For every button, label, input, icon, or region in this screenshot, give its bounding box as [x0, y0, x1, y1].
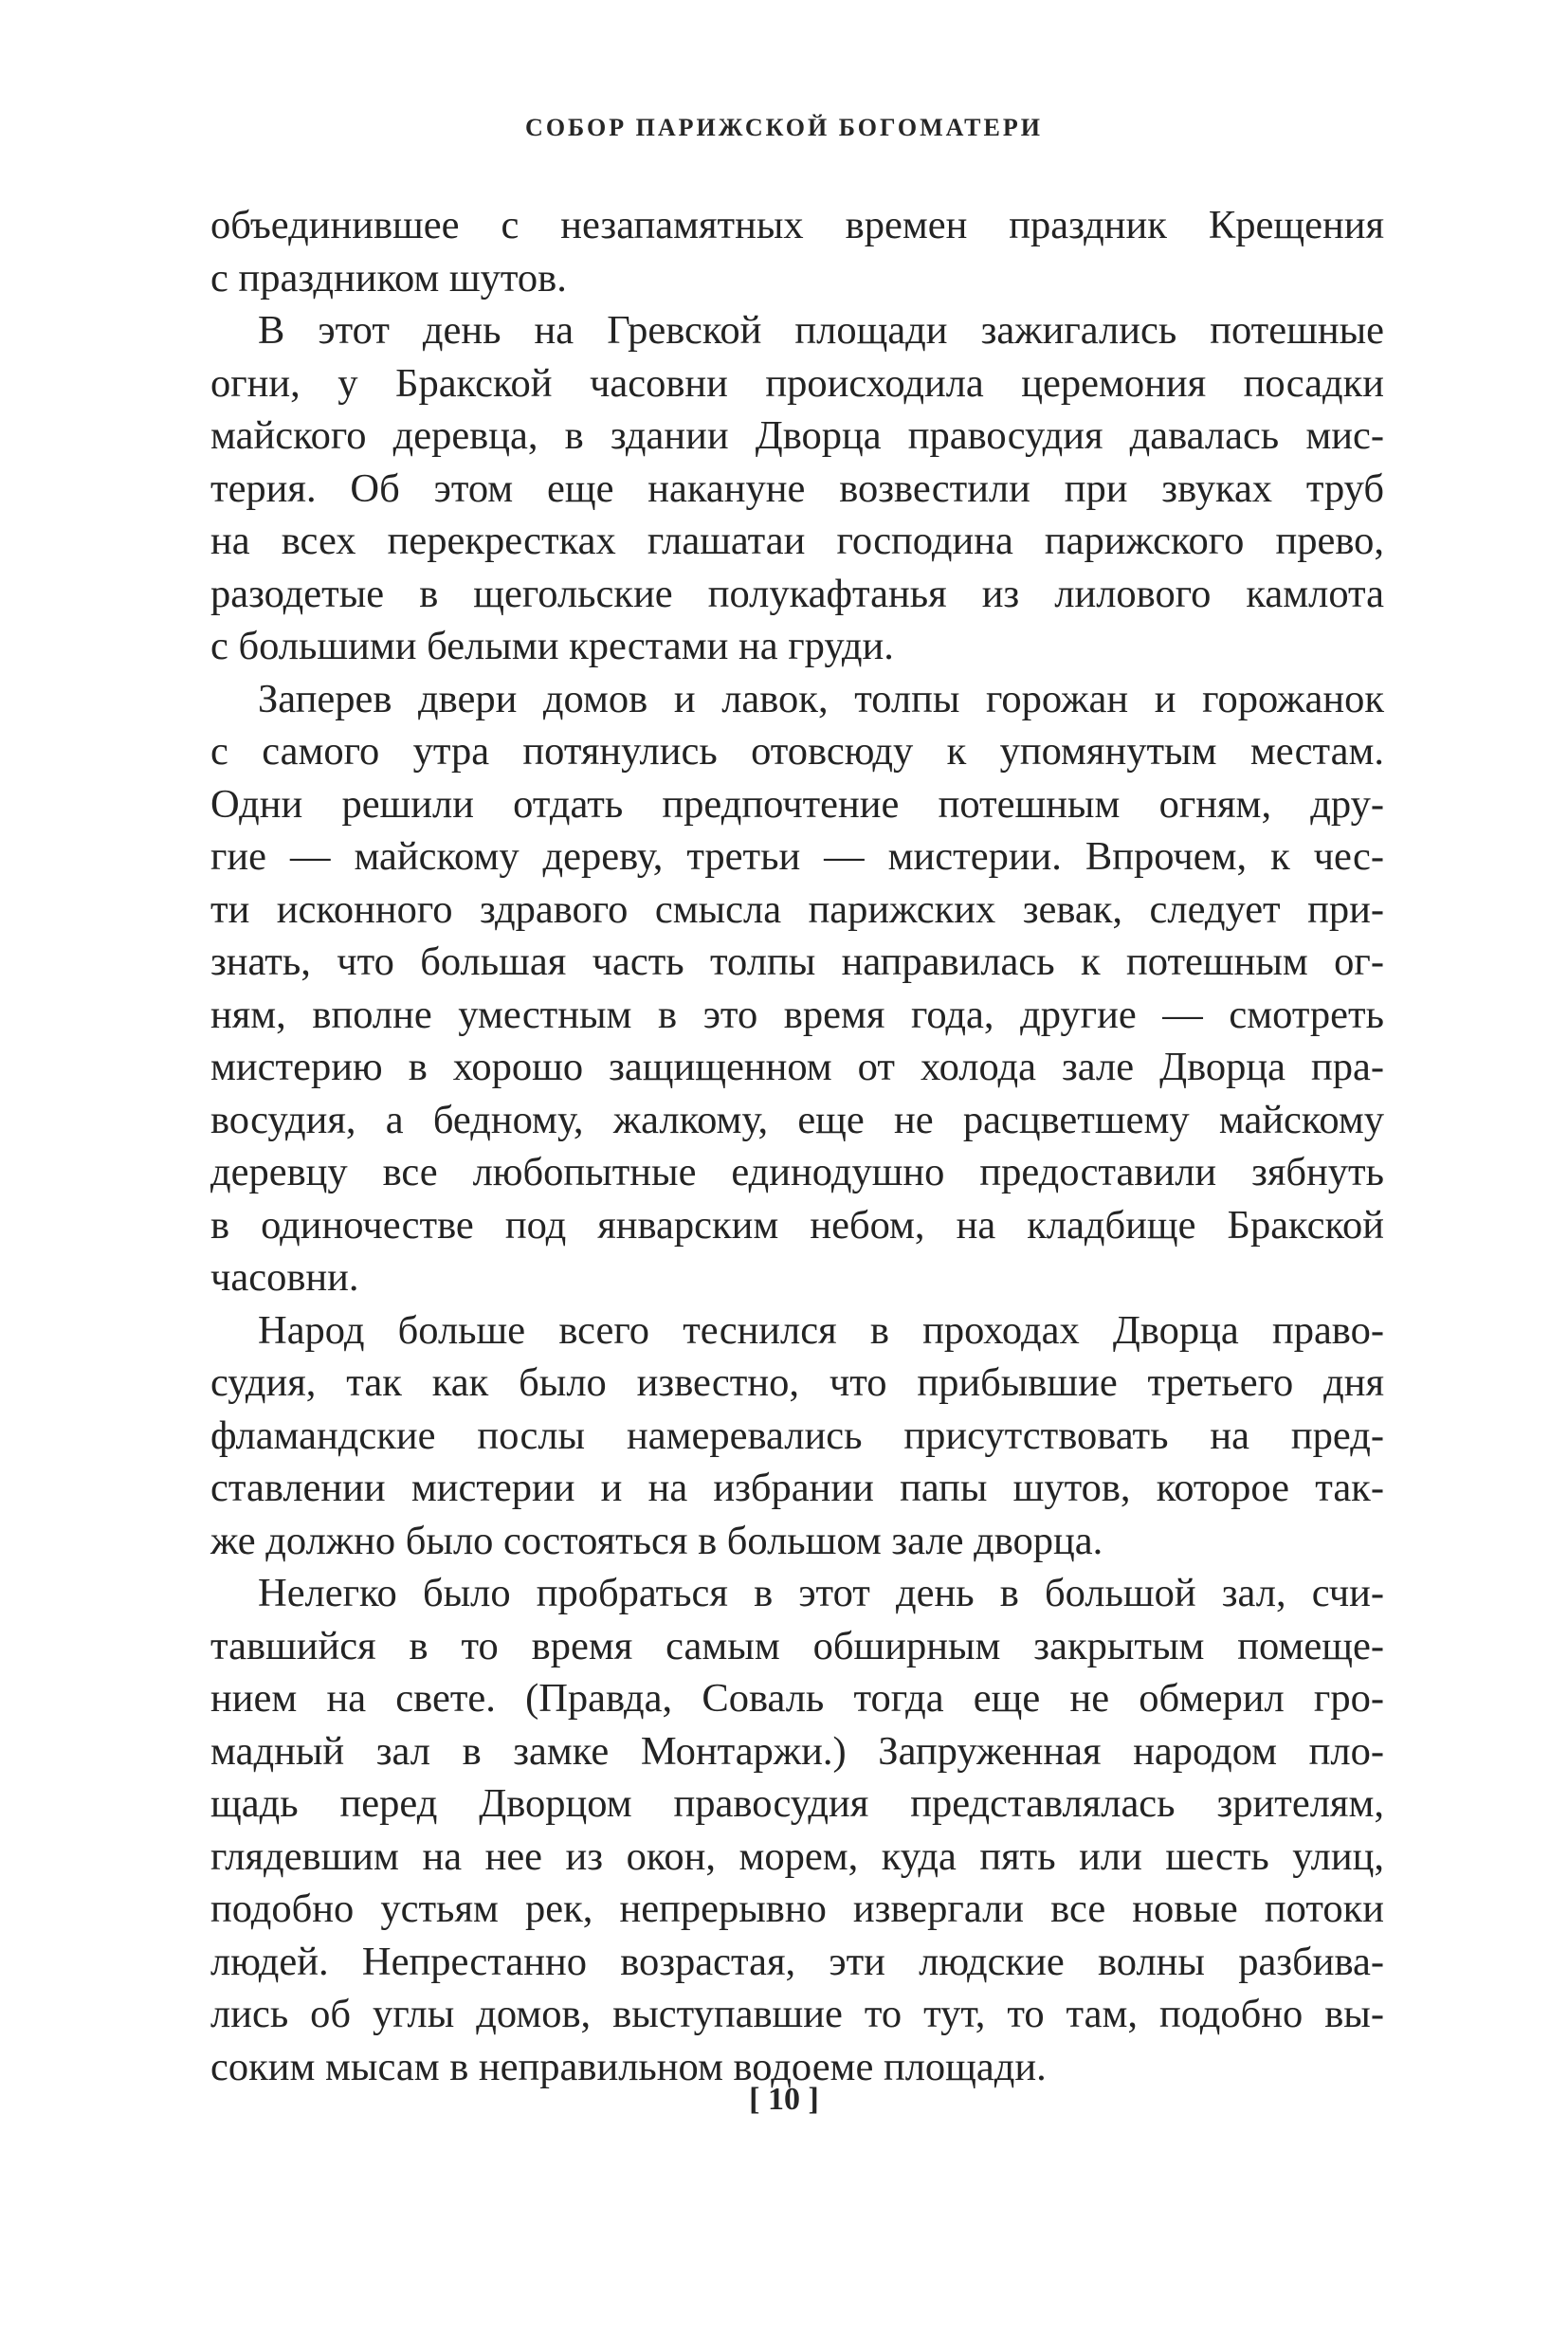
- text-line: В этот день на Гревской площади зажигались потешные: [258, 308, 1384, 353]
- text-line: лись об углы домов, выступавшие то тут, то там, подобно вы-: [210, 1992, 1384, 2036]
- text-line: гие — майскому дереву, третьи — мистерии. Впрочем, к чес-: [210, 834, 1384, 879]
- text-line: Заперев двери домов и лавок, толпы горожан и горожанок: [258, 676, 1384, 721]
- text-line: щадь перед Дворцом правосудия представлялась зрителям,: [210, 1781, 1384, 1826]
- text-line: глядевшим на нее из окон, морем, куда пять или шесть улиц,: [210, 1833, 1384, 1879]
- text-line: в одиночестве под январским небом, на кладбище Бракской: [210, 1202, 1384, 1248]
- text-line: объединившее с незапамятных времен праздник Крещения: [210, 203, 1384, 247]
- text-line: соким мысам в неправильном водоеме площади.: [210, 2044, 1047, 2089]
- text-line: с праздником шутов.: [210, 255, 567, 301]
- text-line: фламандские послы намеревались присутствовать на пред-: [210, 1412, 1384, 1458]
- page-number: [ 10 ]: [749, 2082, 819, 2117]
- body-text: [210, 199, 1384, 2093]
- text-line: ставлении мистерии и на избрании папы шутов, которое так-: [210, 1466, 1384, 1510]
- text-line: Одни решили отдать предпочтение потешным огням, дру-: [210, 781, 1384, 827]
- text-line: мадный зал в замке Монтаржи.) Запруженная народом пло-: [210, 1728, 1384, 1774]
- text-line: майского деревца, в здании Дворца правосудия давалась мис-: [210, 413, 1384, 458]
- text-line: терия. Об этом еще накануне возвестили при звуках труб: [210, 465, 1384, 511]
- text-line: же должно было состояться в большом зале дворца.: [210, 1518, 1103, 1563]
- paragraph: [210, 304, 1384, 673]
- text-line: подобно устьям рек, непрерывно извергали все новые потоки: [210, 1886, 1384, 1931]
- text-line: ням, вполне уместным в это время года, другие — смотреть: [210, 992, 1384, 1037]
- text-line: мистерию в хорошо защищенном от холода зале Дворца пра-: [210, 1045, 1384, 1089]
- text-line: нием на свете. (Правда, Соваль тогда еще не обмерил гро-: [210, 1676, 1384, 1721]
- paragraph: [210, 199, 1384, 304]
- paragraph: [210, 673, 1384, 1304]
- text-line: с большими белыми крестами на груди.: [210, 624, 894, 668]
- text-line: Народ больше всего теснился в проходах Дворца право-: [258, 1307, 1384, 1353]
- text-line: Нелегко было пробраться в этот день в большой зал, счи-: [258, 1571, 1384, 1615]
- text-line: тавшийся в то время самым обширным закрытым помеще-: [210, 1623, 1384, 1668]
- text-line: огни, у Бракской часовни происходила церемония посадки: [210, 360, 1384, 406]
- text-line: разодетые в щегольские полукафтанья из лилового камлота: [210, 571, 1384, 616]
- text-line: с самого утра потянулись отовсюду к упомянутым местам.: [210, 729, 1384, 774]
- text-line: восудия, а бедному, жалкому, еще не расцветшему майскому: [210, 1097, 1384, 1142]
- paragraph: [210, 1304, 1384, 1568]
- text-line: часовни.: [210, 1255, 359, 1300]
- text-line: на всех перекрестках глашатаи господина парижского прево,: [210, 519, 1384, 563]
- running-header: СОБОР ПАРИЖСКОЙ БОГОМАТЕРИ: [525, 114, 1043, 141]
- text-line: деревцу все любопытные единодушно предоставили зябнуть: [210, 1150, 1384, 1194]
- text-line: знать, что большая часть толпы направилась к потешным ог-: [210, 939, 1384, 984]
- text-line: ти исконного здравого смысла парижских зевак, следует при-: [210, 886, 1384, 932]
- text-line: судия, так как было известно, что прибывшие третьего дня: [210, 1360, 1384, 1405]
- paragraph: [210, 1567, 1384, 2093]
- text-line: людей. Непрестанно возрастая, эти людские волны разбива-: [210, 1939, 1384, 1984]
